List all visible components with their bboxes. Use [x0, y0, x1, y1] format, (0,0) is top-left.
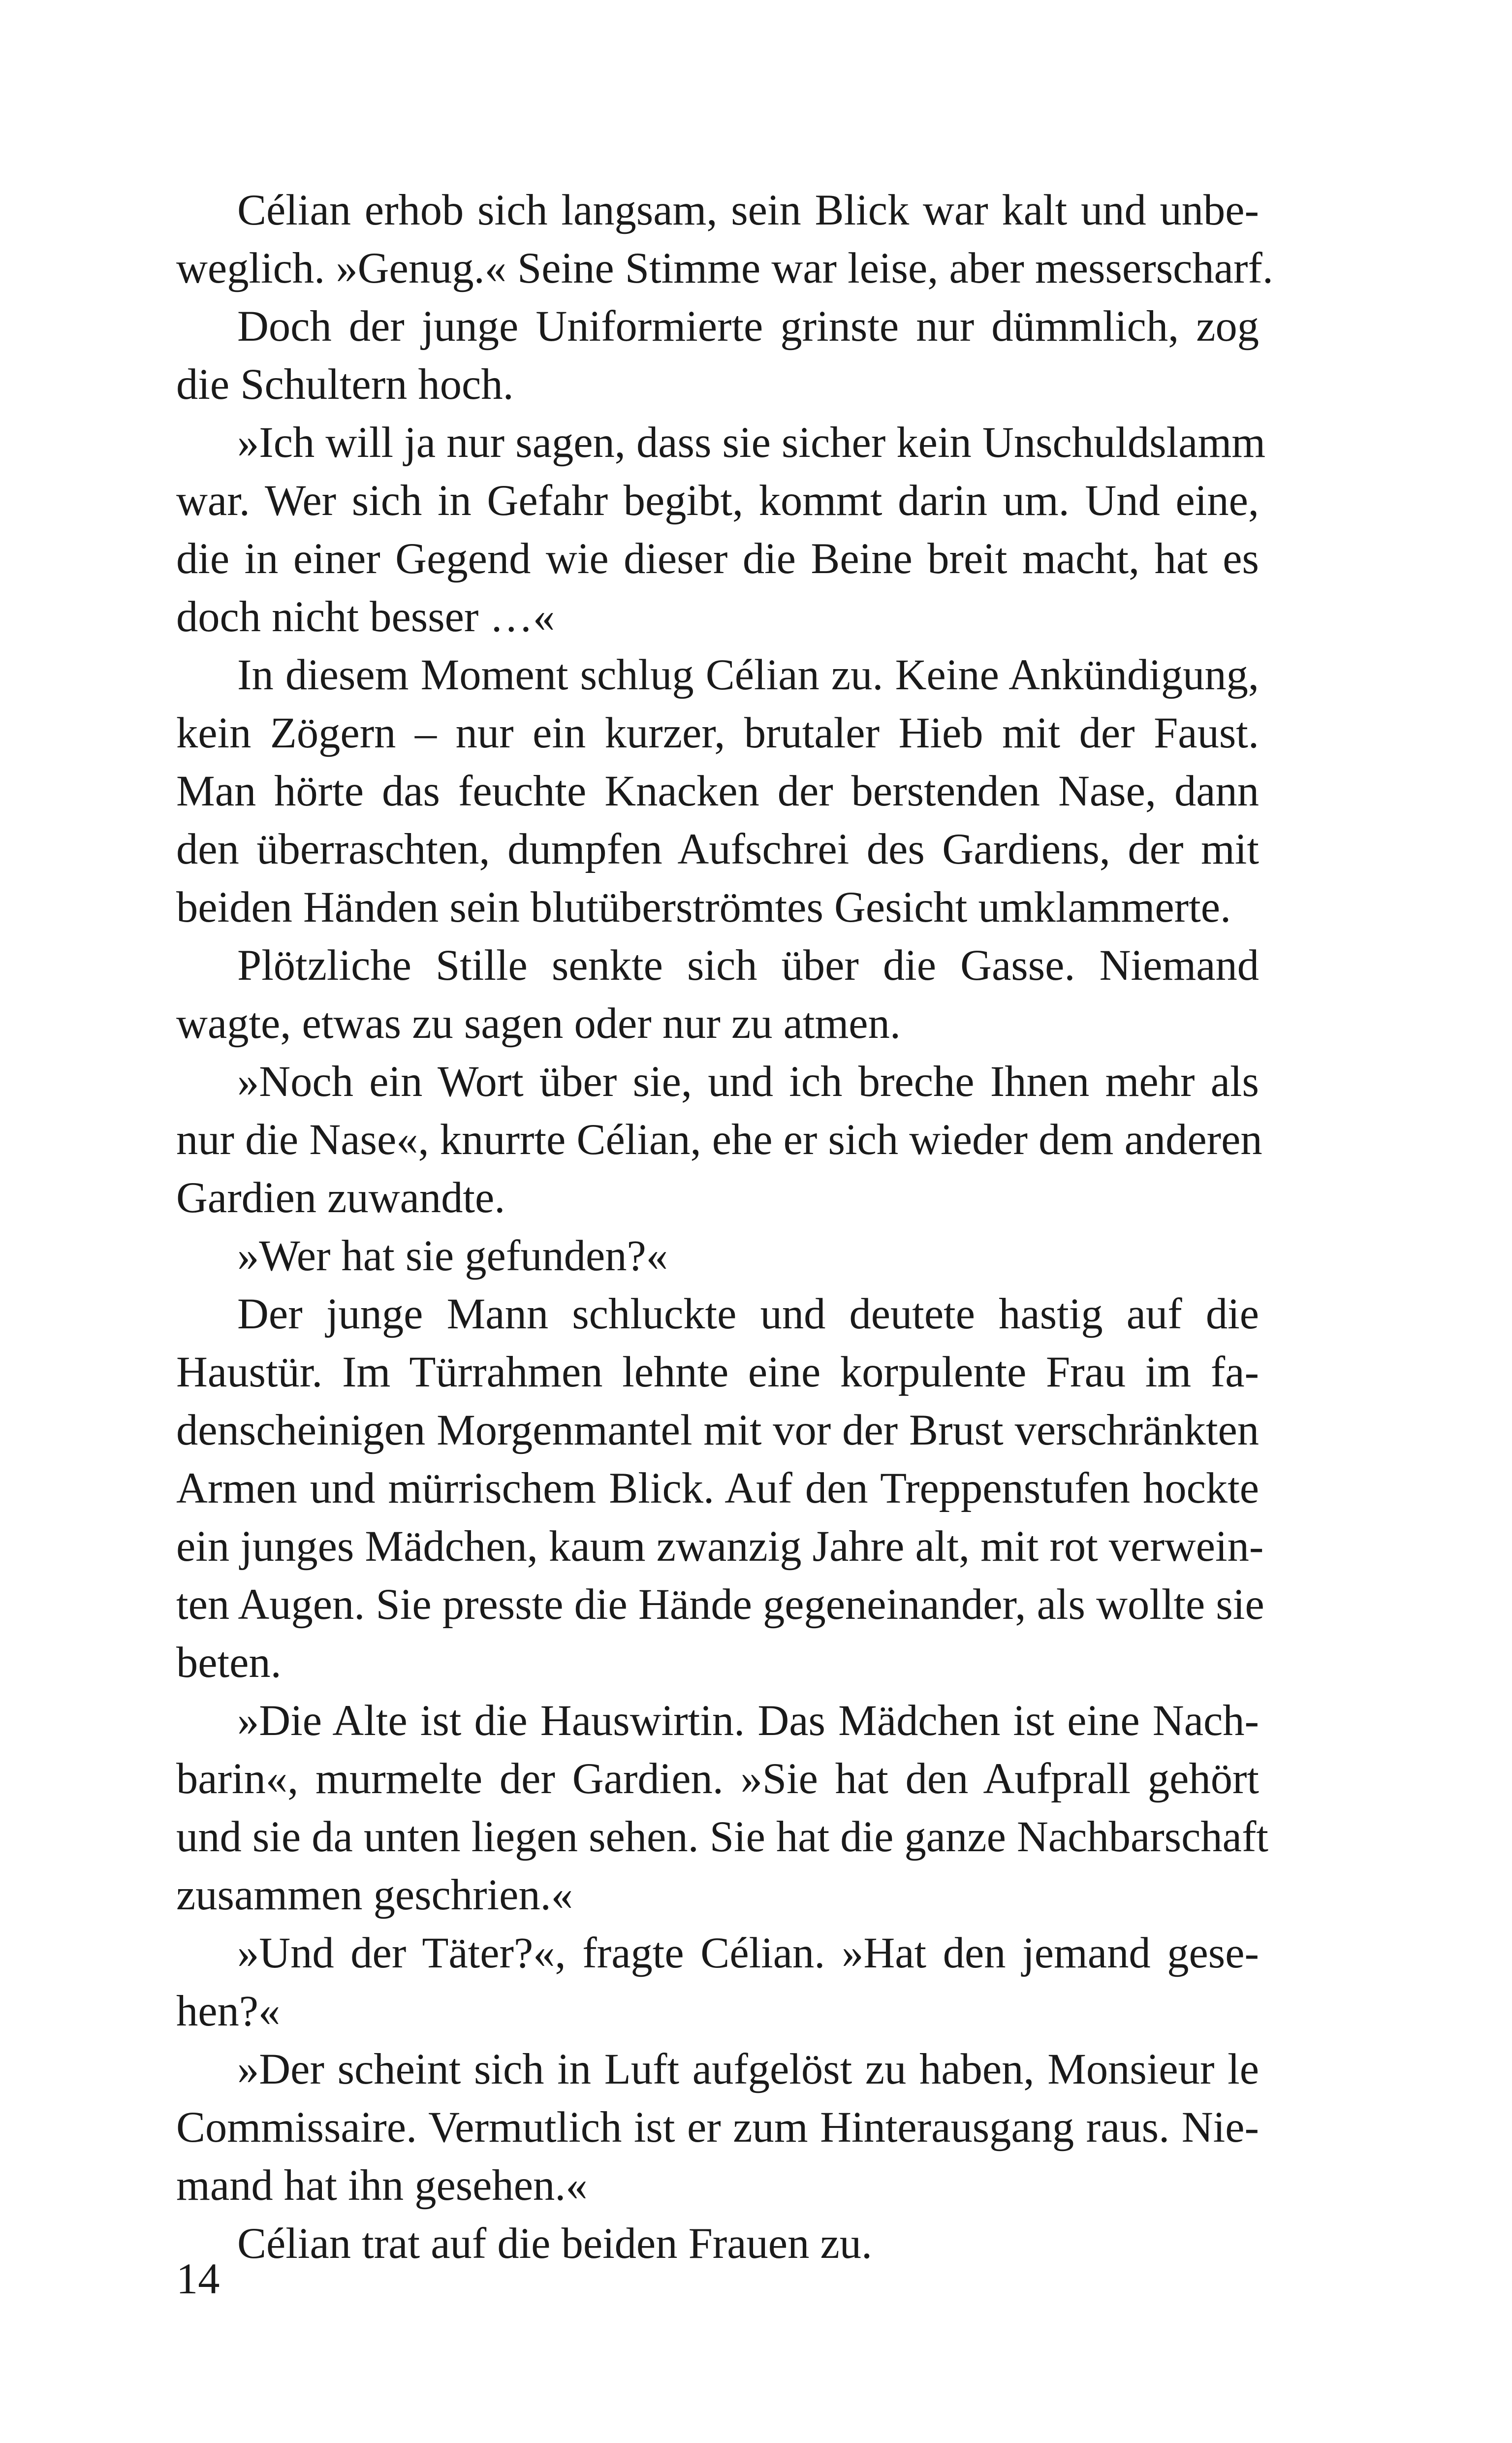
text-line: kein Zögern – nur ein kurzer, brutaler Hieb mit der Faust. [176, 709, 1259, 757]
text-line: und sie da unten liegen sehen. Sie hat die ganze Nachbarschaft [176, 1813, 1269, 1861]
page-number: 14 [176, 2255, 220, 2303]
text-line: »Und der Täter?«, fragte Célian. »Hat den jemand gese- [237, 1929, 1259, 1977]
body-text [176, 181, 1274, 2273]
text-line: wagte, etwas zu sagen oder nur zu atmen. [176, 999, 901, 1048]
text-line: »Wer hat sie gefunden?« [237, 1232, 668, 1280]
text-line: hen?« [176, 1987, 281, 2035]
text-line: zusammen geschrien.« [176, 1871, 573, 1919]
text-line: »Der scheint sich in Luft aufgelöst zu haben, Monsieur le [237, 2045, 1259, 2093]
text-line: ten Augen. Sie presste die Hände gegeneinander, als wollte sie [176, 1580, 1264, 1629]
text-line: »Die Alte ist die Hauswirtin. Das Mädchen ist eine Nach- [237, 1697, 1259, 1745]
text-line: beiden Händen sein blutüberströmtes Gesicht umklammerte. [176, 883, 1231, 932]
text-line: Armen und mürrischem Blick. Auf den Treppenstufen hockte [176, 1464, 1259, 1512]
text-line: die in einer Gegend wie dieser die Beine breit macht, hat es [176, 535, 1259, 583]
text-line: Gardien zuwandte. [176, 1174, 505, 1222]
text-line: denscheinigen Morgenmantel mit vor der Brust verschränkten [176, 1406, 1259, 1454]
text-line: doch nicht besser …« [176, 593, 555, 641]
text-line: die Schultern hoch. [176, 360, 514, 409]
text-line: beten. [176, 1639, 282, 1687]
text-line: war. Wer sich in Gefahr begibt, kommt darin um. Und eine, [176, 477, 1259, 525]
text-line: Commissaire. Vermutlich ist er zum Hinterausgang raus. Nie- [176, 2103, 1259, 2152]
text-line: Der junge Mann schluckte und deutete hastig auf die [237, 1290, 1259, 1338]
text-line: Plötzliche Stille senkte sich über die Gasse. Niemand [237, 941, 1259, 990]
text-line: Célian erhob sich langsam, sein Blick war kalt und unbe- [237, 186, 1259, 234]
text-line: Man hörte das feuchte Knacken der berstenden Nase, dann [176, 767, 1259, 815]
text-line: mand hat ihn gesehen.« [176, 2161, 588, 2210]
text-line: Doch der junge Uniformierte grinste nur dümmlich, zog [237, 302, 1259, 351]
text-line: »Ich will ja nur sagen, dass sie sicher kein Unschuldslamm [237, 418, 1266, 467]
text-line: In diesem Moment schlug Célian zu. Keine Ankündigung, [237, 651, 1259, 699]
text-line: Célian trat auf die beiden Frauen zu. [237, 2219, 873, 2268]
text-line: »Noch ein Wort über sie, und ich breche Ihnen mehr als [237, 1058, 1259, 1106]
text-line: den überraschten, dumpfen Aufschrei des Gardiens, der mit [176, 825, 1259, 873]
text-line: weglich. »Genug.« Seine Stimme war leise, aber messerscharf. [176, 244, 1274, 292]
text-line: barin«, murmelte der Gardien. »Sie hat den Aufprall gehört [176, 1755, 1259, 1803]
text-line: Haustür. Im Türrahmen lehnte eine korpulente Frau im fa- [176, 1348, 1259, 1396]
text-line: ein junges Mädchen, kaum zwanzig Jahre alt, mit rot verwein- [176, 1522, 1264, 1571]
text-line: nur die Nase«, knurrte Célian, ehe er sich wieder dem anderen [176, 1116, 1262, 1164]
